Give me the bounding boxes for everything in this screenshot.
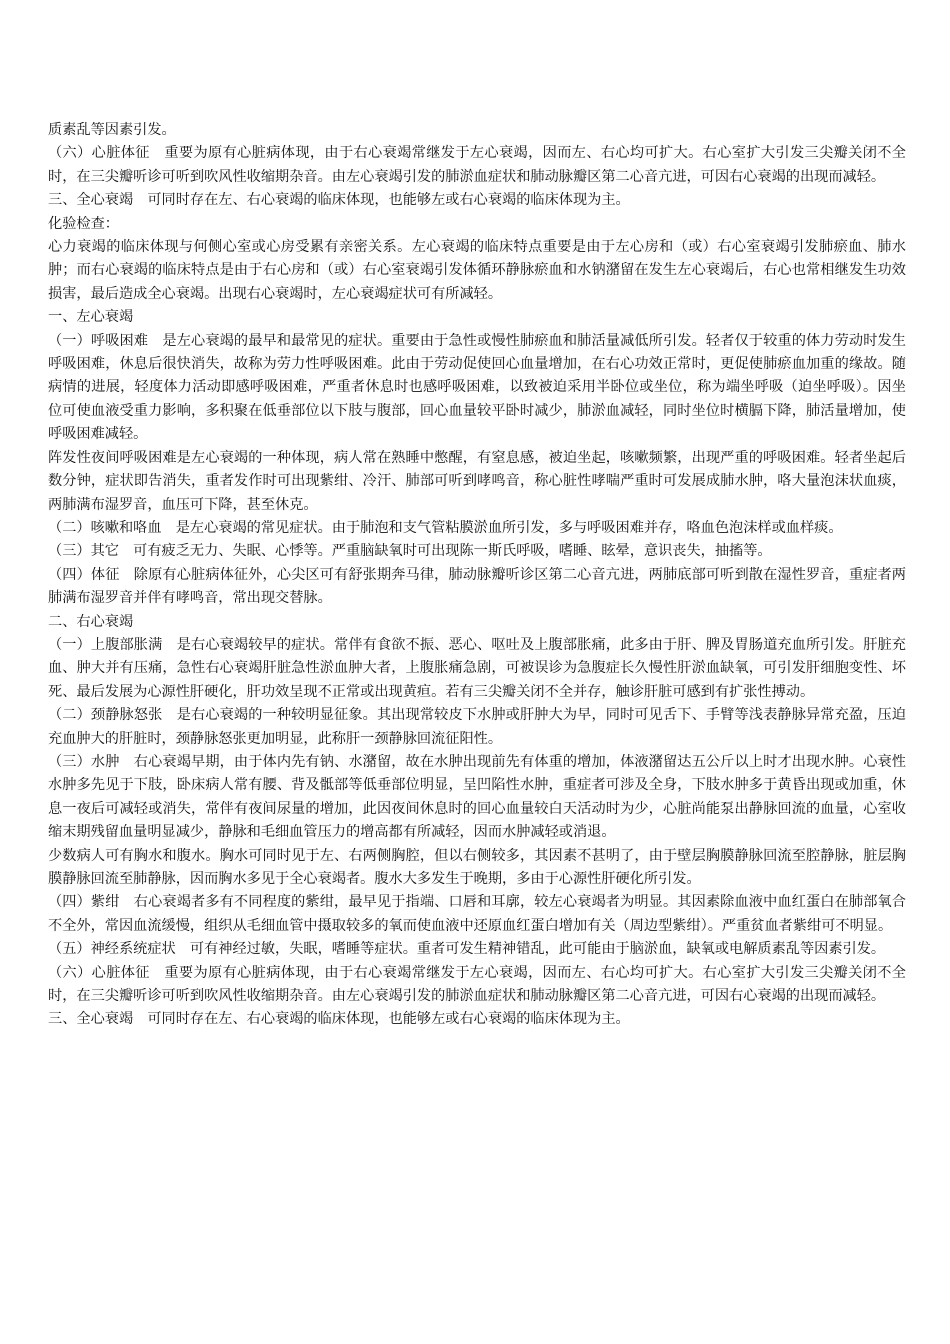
paragraph-jugular-distension: （二）颈静脉怒张 是右心衰竭的一种较明显征象。其出现常较皮下水肿或肝肿大为早，同时可见舌下、手臂等浅表静脉异常充盈，压迫充血肿大的肝脏时，颈静脉怒张更加明显，此称肝一颈静脉回流征阳性。 [48,707,906,747]
paragraph-right-signs: （六）心脏体征 重要为原有心脏病体现，由于右心衰竭常继发于左心衰竭，因而左、右心均可扩大。右心室扩大引发三尖瓣关闭不全时，在三尖瓣听诊可听到吹风性收缩期杂音。由左心衰竭引发的肺淤血症状和肺动脉瓣区第二心音亢进，可因右心衰竭的出现而减轻。 [48,964,906,1005]
section-heading-right-heart-failure: 二、右心衰竭 [48,613,134,630]
paragraph-abdominal-fullness: （一）上腹部胀满 是右心衰竭较早的症状。常伴有食欲不振、恶心、呕吐及上腹部胀痛，此多由于肝、脾及胃肠道充血所引发。肝脏充血、肿大并有压痛，急性右心衰竭肝脏急性淤血肿大者，上腹胀痛急剧，可被误诊为急腹症长久慢性肝淤血缺氧，可引发肝细胞变性、坏死、最后发展为心源性肝硬化，肝功效呈现不正常或出现黄疸。若有三尖瓣关闭不全并存，触诊肝脏可感到有扩张性搏动。 [48,636,906,700]
paragraph-dyspnea: （一）呼吸困难 是左心衰竭的最早和最常见的症状。重要由于急性或慢性肺瘀血和肺活量减低所引发。轻者仅于较重的体力劳动时发生呼吸困难，休息后很快消失，故称为劳力性呼吸困难。此由于劳动促使回心血量增加，在右心功效正常时，更促使肺瘀血加重的缘故。随病情的进展，轻度体力活动即感呼吸困难，严重者休息时也感呼吸困难，以致被迫采用半卧位或坐位，称为端坐呼吸（迫坐呼吸）。因坐位可使血液受重力影响，多积聚在低垂部位以下肢与腹部，回心血量较平卧时减少，肺淤血减轻，同时坐位时横膈下降，肺活量增加，使呼吸困难减轻。 [48,332,906,443]
paragraph-nocturnal-dyspnea: 阵发性夜间呼吸困难是左心衰竭的一种体现，病人常在熟睡中憋醒，有窒息感，被迫坐起，咳嗽频繁，出现严重的呼吸困难。轻者坐起后数分钟，症状即告消失，重者发作时可出现紫绀、冷汗、肺部可听到哮鸣音，称心脏性哮喘严重时可发展成肺水肿，咯大量泡沫状血痰，两肺满布湿罗音，血压可下降，甚至休克。 [48,449,906,513]
paragraph-continuation: 质素乱等因素引发。 [48,122,176,138]
paragraph-overview: 心力衰竭的临床体现与何侧心室或心房受累有亲密关系。左心衰竭的临床特点重要是由于左心房和（或）右心室衰竭引发肺瘀血、肺水肿；而右心衰竭的临床特点是由于右心房和（或）右心室衰竭引发体循环静脉瘀血和水钠潴留在发生左心衰竭后，右心也常相继发生功效损害，最后造成全心衰竭。出现右心衰竭时，左心衰竭症状可有所减轻。 [48,239,906,302]
paragraph-cough-hemoptysis: （二）咳嗽和咯血 是左心衰竭的常见症状。由于肺泡和支气管粘膜淤血所引发，多与呼吸困难并存，咯血色泡沫样或血样痰。 [48,519,843,536]
paragraph-left-signs: （四）体征 除原有心脏病体征外，心尖区可有舒张期奔马律，肺动脉瓣听诊区第二心音亢进，两肺底部可听到散在湿性罗音，重症者两肺满布湿罗音并伴有哮鸣音，常出现交替脉。 [48,566,906,607]
paragraph-total-heart-failure-repeat: 三、全心衰竭 可同时存在左、右心衰竭的临床体现，也能够左或右心衰竭的临床体现为主。 [48,1011,630,1028]
document-body [48,119,906,1032]
section-heading-lab-tests: 化验检查： [48,215,119,232]
paragraph-neuro-symptoms: （五）神经系统症状 可有神经过敏，失眠，嗜睡等症状。重者可发生精神错乱，此可能由于脑淤血，缺氧或电解质素乱等因素引发。 [48,941,886,958]
paragraph-heart-signs: （六）心脏体征 重要为原有心脏病体现，由于右心衰竭常继发于左心衰竭，因而左、右心均可扩大。右心室扩大引发三尖瓣关闭不全时，在三尖瓣听诊可听到吹风性收缩期杂音。由左心衰竭引发的肺淤血症状和肺动脉瓣区第二心音亢进，可因右心衰竭的出现而减轻。 [48,145,906,185]
paragraph-total-heart-failure: 三、全心衰竭 可同时存在左、右心衰竭的临床体现，也能够左或右心衰竭的临床体现为主。 [48,192,630,209]
paragraph-edema: （三）水肿 右心衰竭早期，由于体内先有钠、水潴留，故在水肿出现前先有体重的增加，体液潴留达五公斤以上时才出现水肿。心衰性水肿多先见于下肢，卧床病人常有腰、背及骶部等低垂部位明显，呈凹陷性水肿，重症者可涉及全身，下肢水肿多于黄昏出现或加重，休息一夜后可减轻或消失，常伴有夜间尿量的增加，此因夜间休息时的回心血量较白天活动时为少，心脏尚能泵出静脉回流的血量，心室收缩末期残留血量明显减少，静脉和毛细血管压力的增高都有所减轻，因而水肿减轻或消退。 [48,753,906,841]
section-heading-left-heart-failure: 一、左心衰竭 [48,309,134,326]
paragraph-other-symptoms: （三）其它 可有疲乏无力、失眠、心悸等。严重脑缺氧时可出现陈一斯氏呼吸，嗜睡、眩晕，意识丧失，抽搐等。 [48,543,772,560]
paragraph-effusion: 少数病人可有胸水和腹水。胸水可同时见于左、右两侧胸腔，但以右侧较多，其因素不甚明了，由于壁层胸膜静脉回流至腔静脉，脏层胸膜静脉回流至肺静脉，因而胸水多见于全心衰竭者。腹水大多发生于晚期，多由于心源性肝硬化所引发。 [48,847,906,887]
paragraph-cyanosis: （四）紫绀 右心衰竭者多有不同程度的紫绀，最早见于指端、口唇和耳廓，较左心衰竭者为明显。其因素除血液中血红蛋白在肺部氧合不全外，常因血流缓慢，组织从毛细血管中摄取较多的氧而使血液中还原血红蛋白增加有关（周边型紫绀）。严重贫血者紫绀可不明显。 [48,894,906,934]
